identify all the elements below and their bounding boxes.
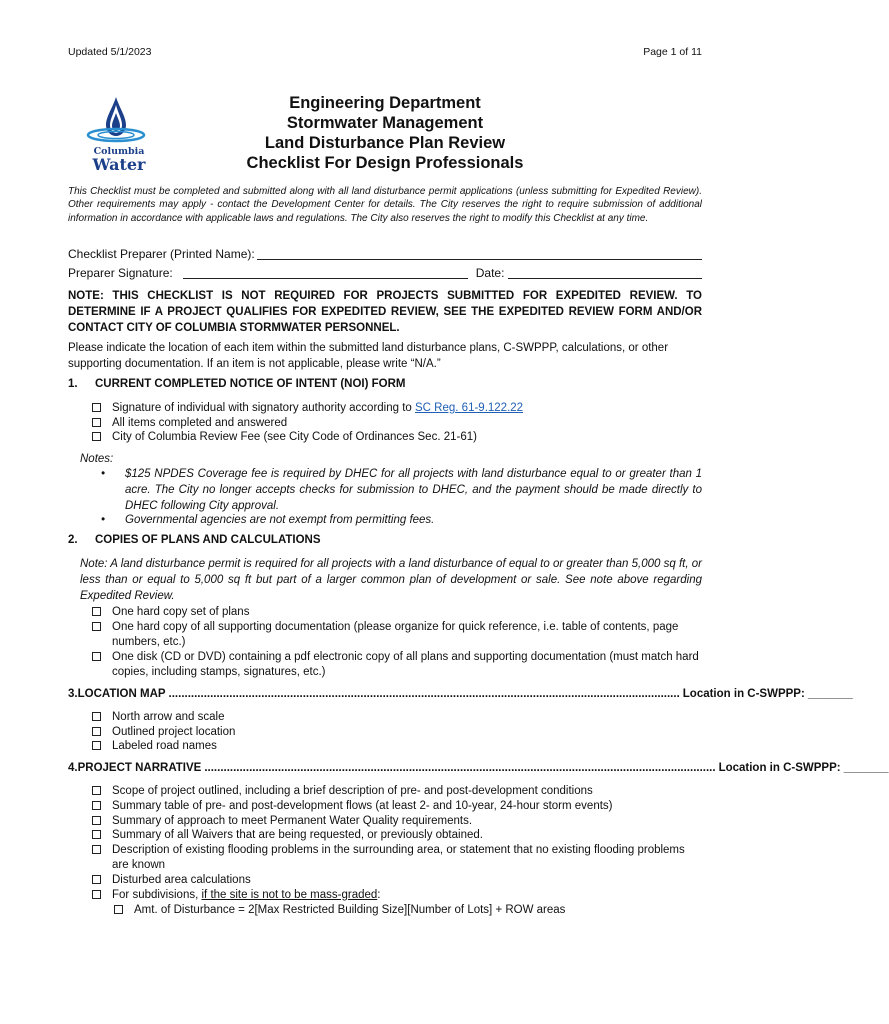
s4-item-7 <box>92 888 702 903</box>
notes-label: Notes: <box>80 453 114 465</box>
s2-item-2 <box>92 620 702 649</box>
s1-item-1 <box>92 401 702 416</box>
bullet: • <box>101 514 106 526</box>
s2-item-3-text: One disk (CD or DVD) containing a pdf electronic copy of all plans and supporting documentation (must match hard copies, including stamps, signatures, etc.) <box>112 651 699 678</box>
section-3-heading <box>68 688 853 700</box>
s2-item-2-text: One hard copy of all supporting documentation (please organize for quick reference, i.e. table of contents, page numbers, etc.) <box>112 621 679 648</box>
title-line-4: Checklist For Design Professionals <box>246 154 524 172</box>
instruction-paragraph: Please indicate the location of each item within the submitted land disturbance plans, C-SWPPP, calculations, or other supporting documentation. If an item is not applicable, please write “N/A.” <box>68 342 669 370</box>
logo-text-columbia: Columbia <box>93 146 145 157</box>
checkbox[interactable] <box>92 830 101 839</box>
leader-dots: ................................................................................................................................................................ <box>168 688 680 700</box>
title-line-1: Engineering Department <box>289 94 481 112</box>
s4-item-6-text: Disturbed area calculations <box>112 874 251 886</box>
s1-item-3-text: City of Columbia Review Fee (see City Code of Ordinances Sec. 21-61) <box>112 431 477 443</box>
s2-item-1 <box>92 605 702 620</box>
s4-item-5 <box>92 843 702 872</box>
preparer-name-label: Checklist Preparer (Printed Name): <box>68 247 255 261</box>
s1-bullet-1 <box>101 466 702 514</box>
checkbox[interactable] <box>92 845 101 854</box>
document-title <box>200 93 570 173</box>
s4-item-7-underlined: if the site is not to be mass-graded <box>201 889 378 901</box>
date-field[interactable] <box>508 266 702 279</box>
s3-item-3 <box>92 739 702 754</box>
s3-item-2-text: Outlined project location <box>112 726 236 738</box>
section-3-location: Location in C-SWPPP: _______ <box>682 688 853 700</box>
s4-item-1-text: Scope of project outlined, including a brief description of pre- and post-development conditions <box>112 785 593 797</box>
s1-bullet-2 <box>101 512 702 528</box>
s4-item-5-text: Description of existing flooding problems in the surrounding area, or statement that no existing flooding problems are known <box>112 844 685 871</box>
s4-item-3 <box>92 814 702 829</box>
s4-item-4-text: Summary of all Waivers that are being requested, or previously obtained. <box>112 829 483 841</box>
checkbox[interactable] <box>92 712 101 721</box>
leader-dots: ................................................................................................................................................................ <box>204 762 716 774</box>
section-1-number: 1. <box>68 378 78 390</box>
checkbox[interactable] <box>114 905 123 914</box>
checkbox[interactable] <box>92 622 101 631</box>
s4-item-2 <box>92 799 702 814</box>
intro-paragraph: This Checklist must be completed and submitted along with all land disturbance permit applications (unless submitting for Expedited Review). Other requirements may apply - contact the Development Center for details. The City reserves the right to require submission of additional information in accordance with applicable laws and regulations. The City also reserves the right to modify this Checklist at any time. <box>68 186 702 224</box>
checkbox[interactable] <box>92 801 101 810</box>
s2-note: Note: A land disturbance permit is required for all projects with a land disturbance of equal to or greater than 5,000 sq ft, or less than or equal to 5,000 sq ft but part of a larger common plan of development or sale. See note above regarding Expedited Review. <box>80 558 702 602</box>
section-2-title: COPIES OF PLANS AND CALCULATIONS <box>95 534 321 546</box>
title-line-3: Land Disturbance Plan Review <box>264 134 506 152</box>
s3-item-2 <box>92 725 702 740</box>
s4-subitem-1-text: Amt. of Disturbance = 2[Max Restricted Building Size][Number of Lots] + ROW areas <box>134 904 566 916</box>
s1-item-2 <box>92 416 702 431</box>
section-3-number: 3. <box>68 688 78 700</box>
updated-date: Updated 5/1/2023 <box>68 46 152 58</box>
s4-item-1 <box>92 784 702 799</box>
checkbox[interactable] <box>92 816 101 825</box>
s4-item-6 <box>92 873 702 888</box>
signature-label: Preparer Signature: <box>68 266 173 280</box>
logo-text-water: Water <box>92 155 146 174</box>
s4-subitem-1 <box>114 903 702 918</box>
s4-item-2-text: Summary table of pre- and post-development flows (at least 2- and 10-year, 24-hour storm events) <box>112 800 613 812</box>
title-line-2: Stormwater Management <box>286 114 484 132</box>
checkbox[interactable] <box>92 418 101 427</box>
s2-item-3 <box>92 650 702 679</box>
bullet: • <box>101 468 106 480</box>
checkbox[interactable] <box>92 403 101 412</box>
section-1-heading <box>68 378 702 390</box>
s3-item-3-text: Labeled road names <box>112 740 217 752</box>
section-2-heading <box>68 534 702 546</box>
s1-item-3 <box>92 430 702 445</box>
section-3-title: LOCATION MAP <box>77 688 166 700</box>
checkbox[interactable] <box>92 727 101 736</box>
s1-bullet-2-text: Governmental agencies are not exempt from permitting fees. <box>125 514 435 526</box>
checkbox[interactable] <box>92 875 101 884</box>
checkbox[interactable] <box>92 607 101 616</box>
preparer-name-row <box>68 247 702 261</box>
s2-item-1-text: One hard copy set of plans <box>112 606 250 618</box>
s4-item-4 <box>92 828 702 843</box>
preparer-name-field[interactable] <box>257 247 702 260</box>
s1-bullet-1-text: $125 NPDES Coverage fee is required by DHEC for all projects with land disturbance equal to or greater than 1 acre. The City no longer accepts checks for submission to DHEC, and the payment should be made directly to DHEC following City approval. <box>125 468 702 512</box>
checkbox[interactable] <box>92 890 101 899</box>
signature-field[interactable] <box>183 266 468 279</box>
signature-row <box>68 266 702 280</box>
checkbox[interactable] <box>92 652 101 661</box>
page-number: Page 1 of 11 <box>643 46 702 58</box>
s3-item-1-text: North arrow and scale <box>112 711 225 723</box>
s4-item-7-prefix: For subdivisions, <box>112 889 199 901</box>
section-4-location: Location in C-SWPPP: _______ <box>718 762 889 774</box>
checkbox[interactable] <box>92 432 101 441</box>
expedited-review-note: NOTE: THIS CHECKLIST IS NOT REQUIRED FOR PROJECTS SUBMITTED FOR EXPEDITED REVIEW. TO DETERMINE IF A PROJECT QUALIFIES FOR EXPEDITED REVIEW, SEE THE EXPEDITED REVIEW FORM AND/OR CONTACT CITY OF COLUMBIA STORMWATER PERSONNEL. <box>68 290 702 334</box>
date-label: Date: <box>475 266 505 280</box>
s4-item-3-text: Summary of approach to meet Permanent Water Quality requirements. <box>112 815 473 827</box>
section-2-number: 2. <box>68 534 78 546</box>
s4-item-7-suffix: : <box>377 889 381 901</box>
sc-reg-link[interactable]: SC Reg. 61-9.122.22 <box>415 402 524 414</box>
section-4-title: PROJECT NARRATIVE <box>77 762 202 774</box>
checkbox[interactable] <box>92 786 101 795</box>
section-4-number: 4. <box>68 762 78 774</box>
s3-item-1 <box>92 710 702 725</box>
section-1-title: CURRENT COMPLETED NOTICE OF INTENT (NOI) FORM <box>95 378 406 390</box>
section-4-heading <box>68 762 889 774</box>
s1-item-1-text: Signature of individual with signatory authority according to <box>112 402 412 414</box>
s1-item-2-text: All items completed and answered <box>112 417 288 429</box>
checkbox[interactable] <box>92 741 101 750</box>
